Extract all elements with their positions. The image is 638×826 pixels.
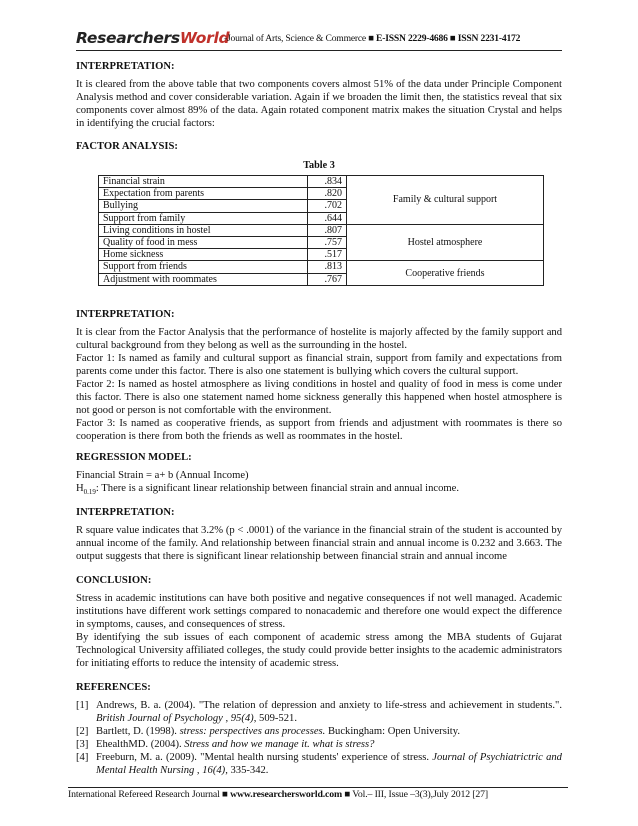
footer-divider <box>68 787 568 788</box>
reference-item <box>76 738 562 751</box>
conclusion-section <box>76 574 562 670</box>
reference-source: British Journal of Psychology , 95(4) <box>96 713 254 724</box>
table-cell-loading: .834 <box>308 176 347 188</box>
interpretation-section-3 <box>76 506 562 563</box>
reference-list <box>76 699 562 777</box>
reference-number: [4] <box>76 752 89 763</box>
footer-website-link[interactable]: www.researchersworld.com <box>230 789 343 800</box>
section-heading: INTERPRETATION: <box>76 507 175 518</box>
reference-text: Freeburn, M. a. (2009). "Mental health nursing students' experience of stress. <box>96 752 433 763</box>
section-heading: INTERPRETATION: <box>76 309 175 320</box>
factor-label-cell: Hostel atmosphere <box>347 224 544 261</box>
reference-source: stress: perspectives ans processes. <box>179 726 326 737</box>
reference-text: EhealthMD. (2004). <box>96 739 185 750</box>
table-cell-item: Adjustment with roommates <box>99 273 308 285</box>
paragraph: Factor 1: Is named as family and cultural support as financial strain, support from family and expectations from parents come under this factor. There is also one statement is bullying which covers the cultural support. <box>76 353 562 377</box>
reference-text: Bartlett, D. (1998). <box>96 726 180 737</box>
table-cell-item: Expectation from parents <box>99 188 308 200</box>
factor-label-cell: Family & cultural support <box>347 176 544 225</box>
header-journal-info <box>224 33 520 44</box>
interpretation-section-1 <box>76 60 562 130</box>
separator-square-icon: ■ <box>449 33 456 44</box>
table-cell-loading: .702 <box>308 200 347 212</box>
table-cell-item: Bullying <box>99 200 308 212</box>
table-cell-loading: .757 <box>308 236 347 248</box>
header-divider <box>76 50 562 51</box>
separator-square-icon: ■ <box>368 33 374 44</box>
paragraph: It is cleared from the above table that two components covers almost 51% of the data under Principle Component Analysis method and cover considerable variation. Again if we broaden the limit then, the statistics reveal that six components cover almost 89% of the data. Again rotated component matrix makes the situation Crystal and helps in identifying the crucial factors: <box>76 79 562 129</box>
footer-text <box>62 789 572 800</box>
hypothesis-subscript: 0.19 <box>83 488 96 497</box>
references-section <box>76 681 562 777</box>
footer-volume: Vol.– III, Issue –3(3),July 2012 [27] <box>352 789 488 800</box>
page-footer <box>62 787 572 800</box>
reference-item <box>76 699 562 725</box>
reference-source: Stress and how we manage it. what is stress? <box>184 739 375 750</box>
section-heading: CONCLUSION: <box>76 575 152 586</box>
table-row <box>99 261 544 273</box>
reference-pages: , 509-521. <box>253 713 297 724</box>
footer-journal: International Refereed Research Journal <box>68 789 220 800</box>
journal-name: -Journal of Arts, Science & Commerce <box>224 33 366 44</box>
table-cell-item: Financial strain <box>99 176 308 188</box>
hypothesis <box>76 482 562 499</box>
table-cell-loading: .807 <box>308 224 347 236</box>
journal-logo <box>76 29 229 47</box>
regression-section <box>76 451 562 499</box>
page-header <box>76 27 562 53</box>
reference-number: [1] <box>76 700 89 711</box>
reference-pages: , 335-342. <box>225 765 269 776</box>
factor-analysis-heading-block <box>76 140 562 153</box>
paragraph: R square value indicates that 3.2% (p < .0001) of the variance in the financial strain of the student is accounted by annual income of the family. And relationship between financial strain and annual income is 0.232 and 3.663. The output suggests that there is significant linear relationship between financial strain and annual income <box>76 525 562 562</box>
table-title: Table 3 <box>303 160 335 171</box>
paragraph: It is clear from the Factor Analysis that the performance of hostelite is majorly affected by the family support and cultural background from they belong as well as the surrounding in the hostel. <box>76 327 562 351</box>
table-cell-item: Support from family <box>99 212 308 224</box>
table-cell-item: Living conditions in hostel <box>99 224 308 236</box>
paragraph: Factor 3: Is named as cooperative friends, as support from friends and adjustment with roommates is there so cooperation is there from both the friends as well as roommates in the hostel. <box>76 418 562 442</box>
table-row <box>99 176 544 188</box>
table-cell-loading: .813 <box>308 261 347 273</box>
hypothesis-text: : There is a significant linear relationship between financial strain and annual income. <box>95 483 460 494</box>
reference-text: Andrews, B. a. (2004). "The relation of depression and anxiety to life-stress and achievement in students.". <box>96 700 562 711</box>
reference-source: Journal of Psychiatrictric and Mental Health Nursing , 16(4) <box>96 752 562 776</box>
reference-item <box>76 725 562 738</box>
paragraph: Stress in academic institutions can have both positive and negative consequences if not well managed. Academic institutions have different work settings compared to nonacademic and therefore one would expect the difference in symptoms, causes, and consequences of stress. <box>76 593 562 630</box>
table-cell-item: Support from friends <box>99 261 308 273</box>
separator-square-icon: ■ <box>221 789 228 800</box>
interpretation-section-2 <box>76 308 562 443</box>
issn: ISSN 2231-4172 <box>457 33 521 44</box>
factor-table <box>98 175 544 286</box>
paragraph: Factor 2: Is named as hostel atmosphere as living conditions in hostel and quality of food in mess is come under this factor. There is also one statement named home sickness generally this happened when hostel atmosphere is not good or person is not comfortable with the environment. <box>76 379 562 416</box>
table-cell-item: Home sickness <box>99 249 308 261</box>
eissn: E-ISSN 2229-4686 <box>376 33 448 44</box>
table-row <box>99 224 544 236</box>
section-heading: INTERPRETATION: <box>76 61 175 72</box>
paragraph: By identifying the sub issues of each component of academic stress among the MBA students of Gujarat Technological University affiliated colleges, the study could provide better insights to the academic administrators for initiating efforts to reduce the intensity of academic stress. <box>76 632 562 669</box>
section-heading: REGRESSION MODEL: <box>76 452 192 463</box>
logo-text-researchers: Researchers <box>76 29 180 47</box>
regression-equation: Financial Strain = a+ b (Annual Income) <box>76 470 249 481</box>
reference-item <box>76 751 562 777</box>
table-cell-item: Quality of food in mess <box>99 236 308 248</box>
separator-square-icon: ■ <box>344 789 351 800</box>
section-heading: REFERENCES: <box>76 682 151 693</box>
reference-number: [2] <box>76 726 89 737</box>
reference-number: [3] <box>76 739 89 750</box>
table-cell-loading: .767 <box>308 273 347 285</box>
table-cell-loading: .517 <box>308 249 347 261</box>
table-cell-loading: .644 <box>308 212 347 224</box>
logo-text-world: World <box>179 29 230 47</box>
section-heading: FACTOR ANALYSIS: <box>76 141 178 152</box>
reference-pages: Buckingham: Open University. <box>325 726 460 737</box>
factor-label-cell: Cooperative friends <box>347 261 544 285</box>
hypothesis-symbol: H <box>76 483 84 494</box>
table-cell-loading: .820 <box>308 188 347 200</box>
